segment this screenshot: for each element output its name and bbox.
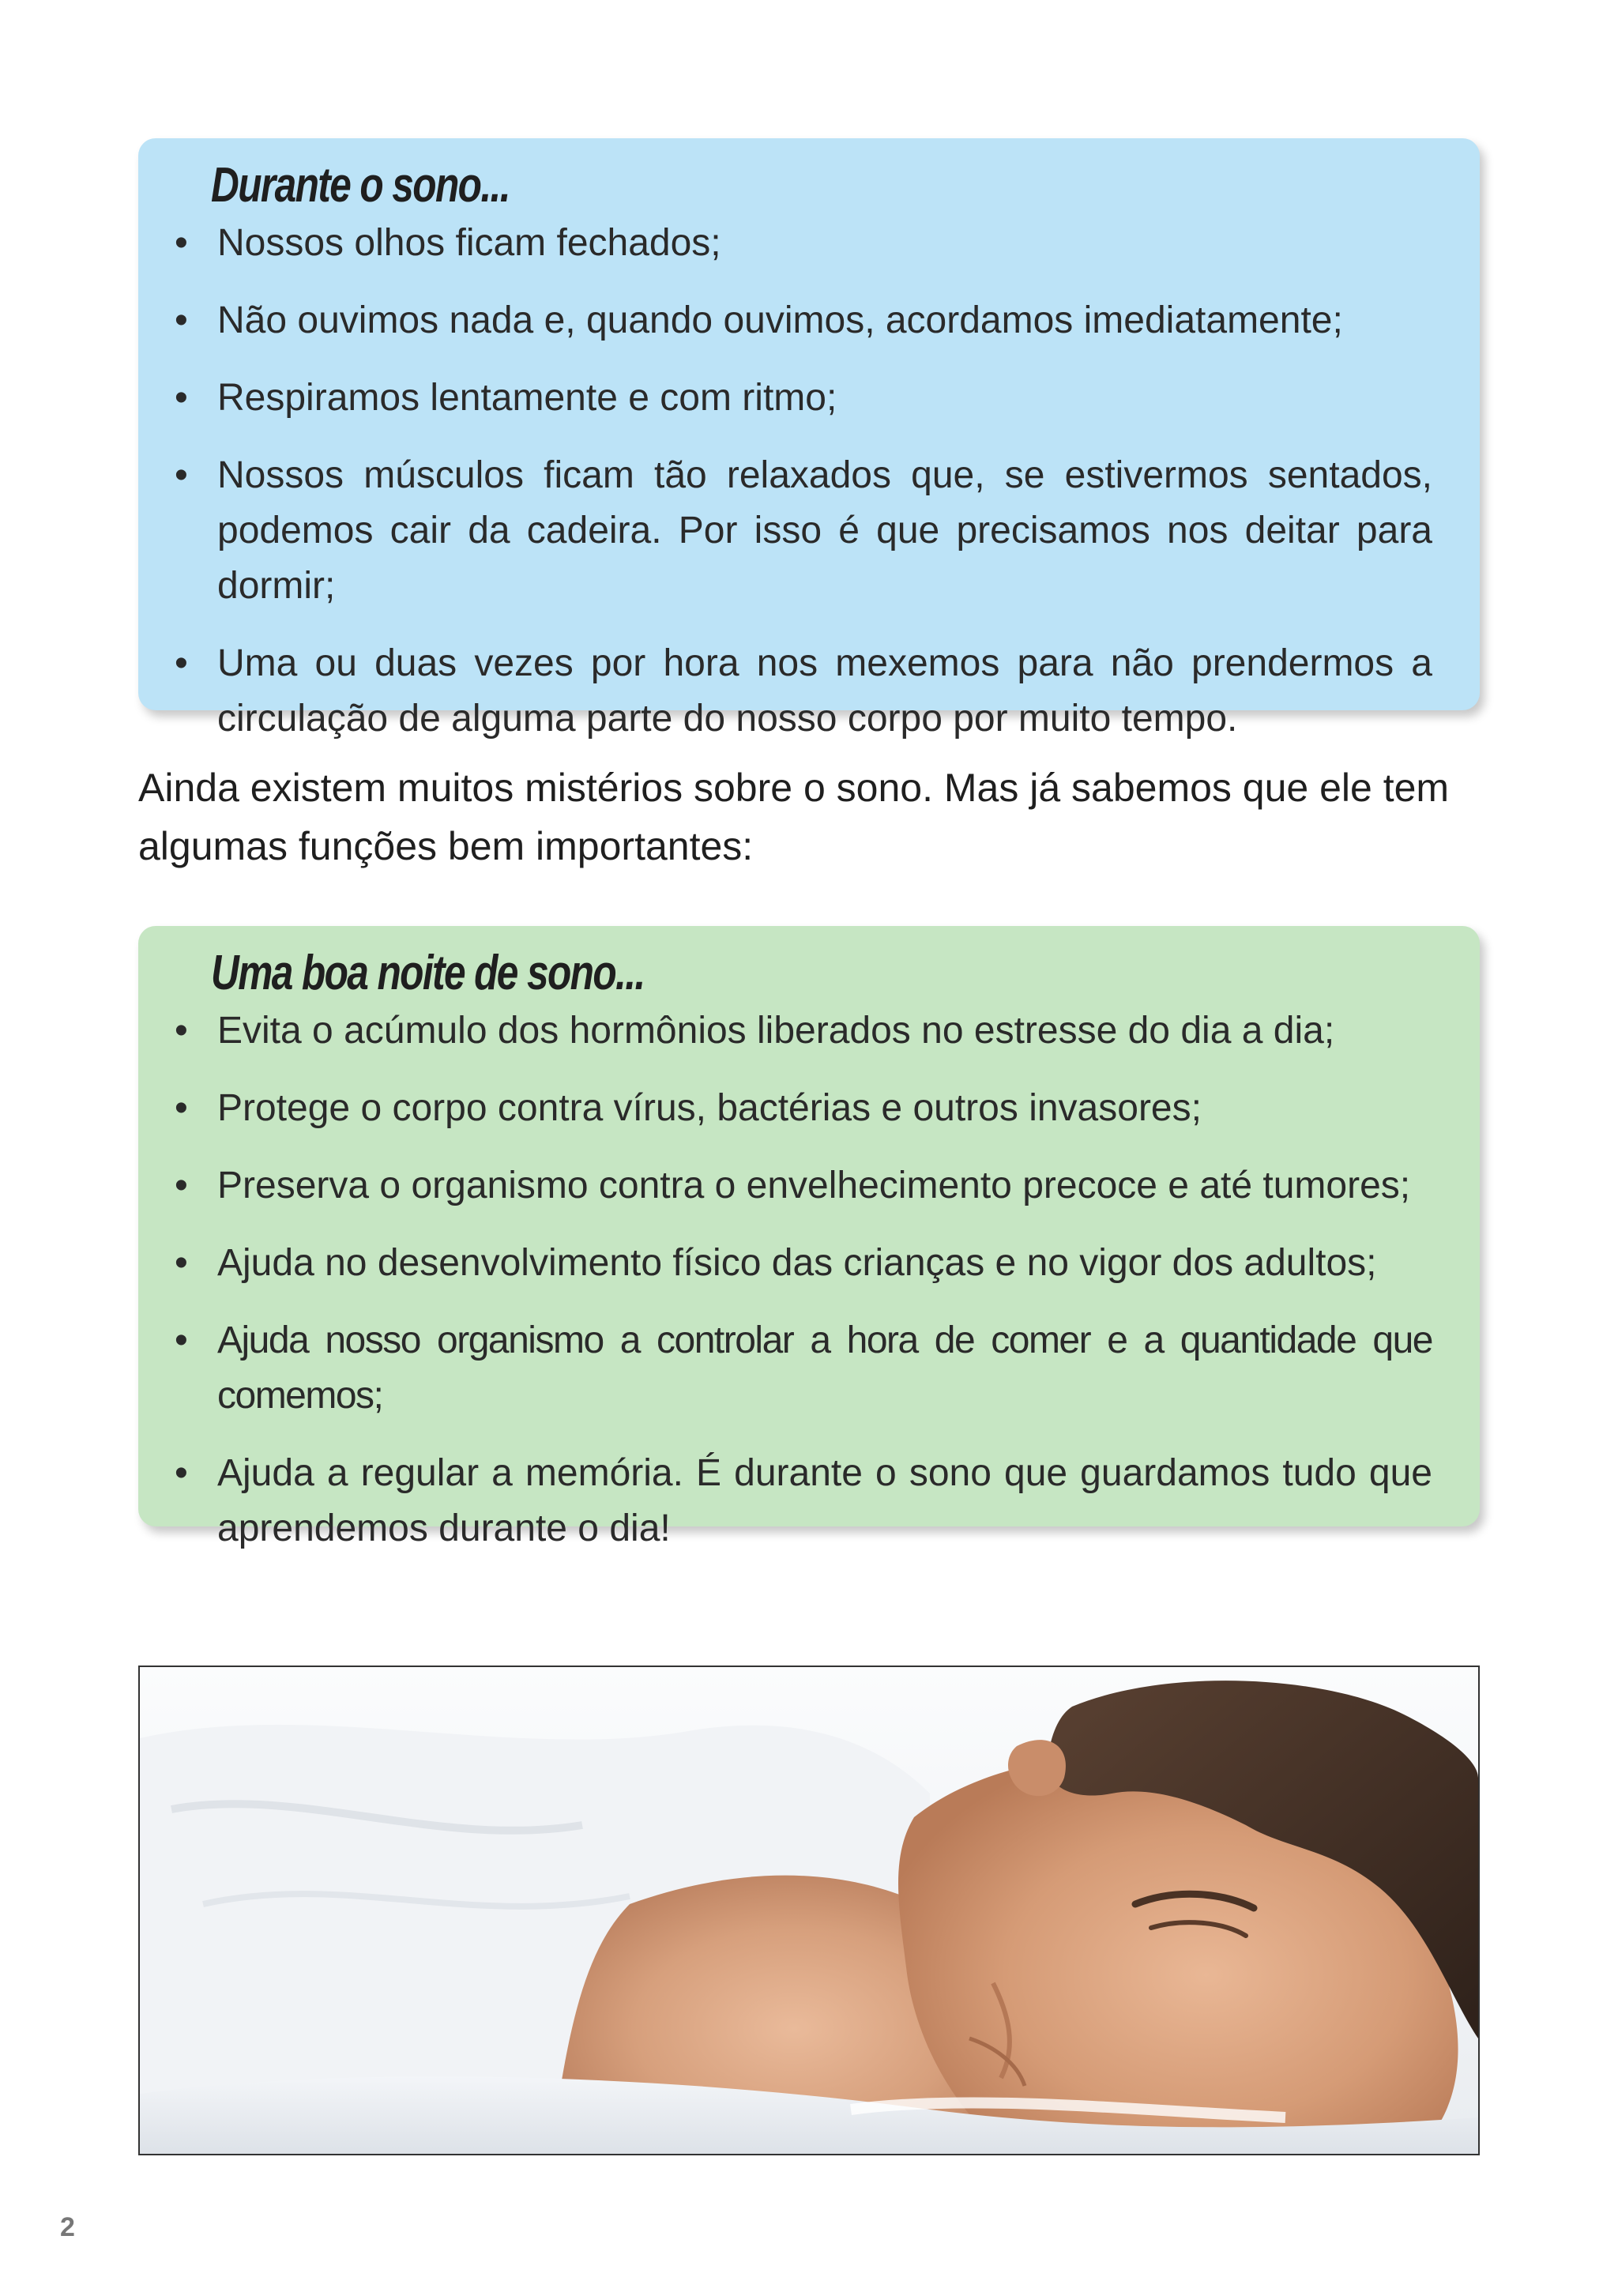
list-item [170,636,1432,747]
list-item-text: Não ouvimos nada e, quando ouvimos, acordamos imediatamente; [217,299,1343,341]
list-item-text: Nossos olhos ficam fechados; [217,222,721,264]
bullet-icon: • [175,377,188,419]
list-item [170,1313,1432,1424]
sleep-facts-list [170,216,1432,769]
list-item [170,1003,1432,1059]
good-sleep-box [138,926,1480,1549]
sleep-facts-box [138,138,1480,740]
bullet-icon: • [175,1319,188,1361]
sleeping-man-illustration [140,1667,1478,2154]
list-item [170,371,1432,426]
intro-paragraph: Ainda existem muitos mistérios sobre o sono. Mas já sabemos que ele tem algumas funções bem importantes: [138,766,1450,868]
bullet-icon: • [175,1242,188,1284]
bullet-icon: • [175,222,188,264]
list-item [170,1158,1432,1214]
good-sleep-title: Uma boa noite de sono... [211,946,645,1000]
bullet-icon: • [175,1165,188,1206]
list-item [170,1081,1432,1136]
bullet-icon: • [175,1087,188,1129]
list-item [170,1236,1432,1291]
list-item [170,216,1432,271]
bullet-icon: • [175,1010,188,1052]
list-item [170,293,1432,348]
list-item-text: Uma ou duas vezes por hora nos mexemos para não prendermos a circulação de alguma parte do nosso corpo por muito tempo. [217,642,1432,740]
bullet-icon: • [175,642,188,684]
page-number: 2 [60,2212,75,2242]
list-item-text: Respiramos lentamente e com ritmo; [217,377,837,419]
list-item-text: Ajuda nosso organismo a controlar a hora de comer e a quantidade que comemos; [217,1319,1432,1417]
sleeping-man-photo [138,1666,1480,2155]
bullet-icon: • [175,1452,188,1494]
list-item [170,448,1432,614]
list-item-text: Ajuda a regular a memória. É durante o sono que guardamos tudo que aprendemos durante o dia! [217,1452,1432,1549]
list-item [170,1446,1432,1556]
list-item-text: Protege o corpo contra vírus, bactérias e outros invasores; [217,1087,1202,1129]
list-item-text: Nossos músculos ficam tão relaxados que, se estivermos sentados, podemos cair da cadeira. Por isso é que precisamos nos deitar para dormir; [217,454,1432,607]
list-item-text: Preserva o organismo contra o envelhecimento precoce e até tumores; [217,1165,1411,1206]
list-item-text: Ajuda no desenvolvimento físico das crianças e no vigor dos adultos; [217,1242,1377,1284]
sleep-facts-title: Durante o sono... [211,158,510,213]
bullet-icon: • [175,299,188,341]
bullet-icon: • [175,454,188,496]
good-sleep-list [170,1003,1432,1579]
list-item-text: Evita o acúmulo dos hormônios liberados no estresse do dia a dia; [217,1010,1335,1052]
